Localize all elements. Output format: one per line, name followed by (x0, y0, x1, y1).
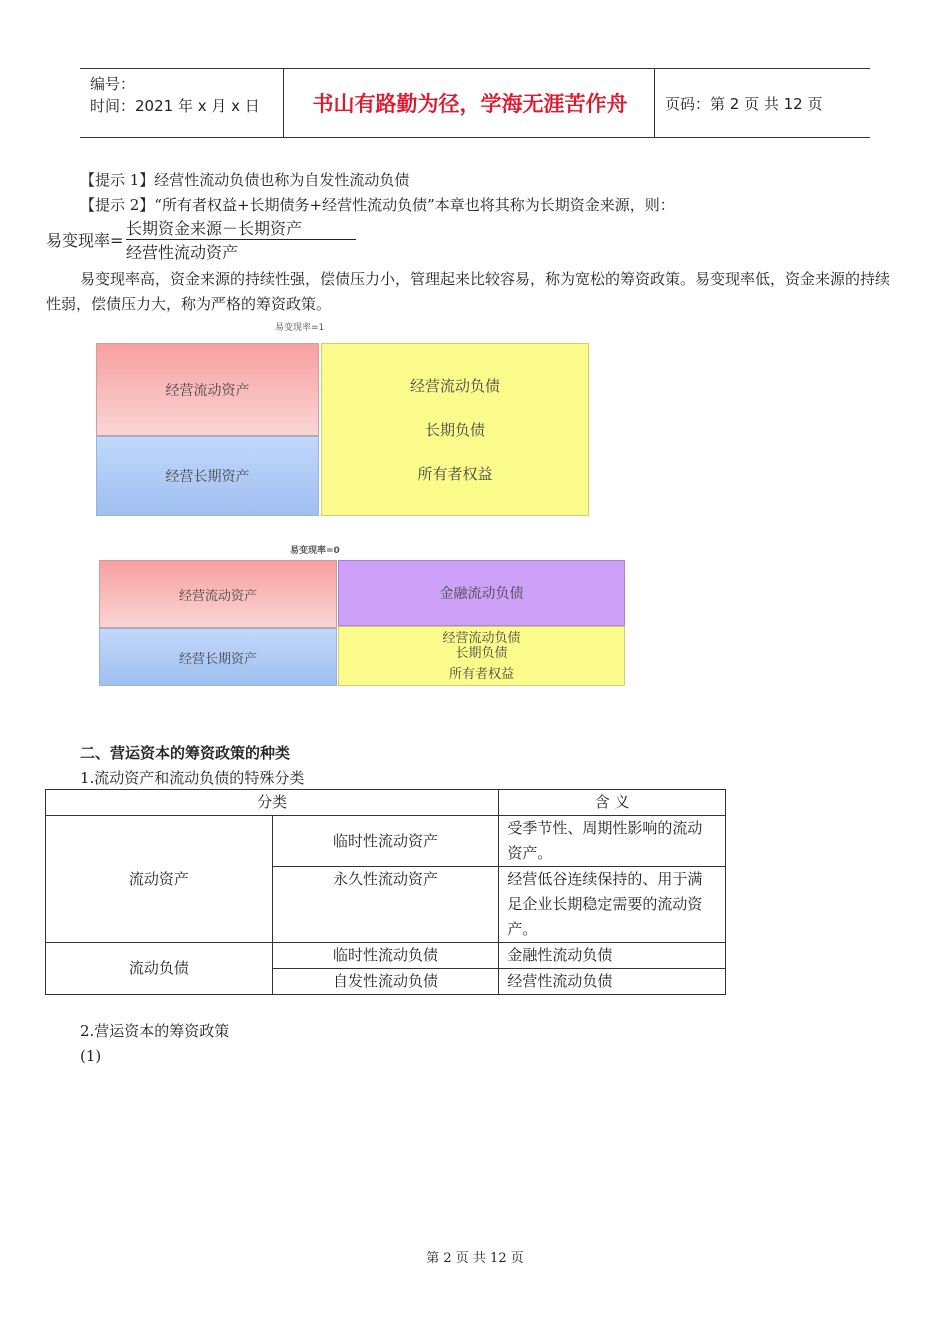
diagram-2-caption: 易变现率=0 (290, 546, 340, 556)
diagram-1-left-bottom (96, 436, 319, 516)
hint-2: 【提示 2】“所有者权益+长期债务+经营性流动负债”本章也将其称为长期资金来源，则： (80, 196, 675, 214)
section-heading: 二、营运资本的筹资政策的种类 (80, 744, 291, 762)
table-row (46, 943, 726, 969)
diagram-2-left-bottom (99, 628, 337, 686)
classification-table (45, 789, 726, 995)
table-row (46, 816, 726, 867)
page-header (80, 68, 870, 138)
cell-label: 金融流动负债 (439, 586, 524, 602)
table-cell-type: 永久性流动资产 (272, 867, 499, 943)
table-header-meaning: 含 义 (499, 790, 726, 816)
cell-label: 经营流动负债 (409, 376, 500, 395)
table-group-current-liabilities: 流动负债 (46, 943, 273, 995)
cell-label: 经营长期资产 (178, 651, 257, 667)
cell-label: 所有者权益 (448, 666, 514, 682)
hint-1: 【提示 1】经营性流动负债也称为自发性流动负债 (80, 171, 410, 189)
table-cell-meaning: 经营低谷连续保持的、用于满足企业长期稳定需要的流动资产。 (499, 867, 726, 943)
time-label: 时间：2021 年 x 月 x 日 (90, 97, 260, 115)
table-cell-meaning: 受季节性、周期性影响的流动资产。 (499, 816, 726, 867)
cell-label: 经营流动负债 (442, 630, 521, 646)
diagram-1 (96, 343, 590, 517)
diagram-2-left-top (99, 560, 337, 628)
table-cell-type: 临时性流动资产 (272, 816, 499, 867)
table-header-category: 分类 (46, 790, 499, 816)
diagram-2-right-bottom (338, 626, 625, 686)
cell-label: 长期负债 (424, 420, 485, 439)
header-meta (90, 73, 260, 117)
formula (46, 216, 336, 264)
header-motto: 书山有路勤为径，学海无涯苦作舟 (312, 92, 628, 116)
diagram-1-caption: 易变现率=1 (275, 323, 325, 333)
diagram-2-right-top (338, 560, 625, 626)
table-header-row (46, 790, 726, 816)
header-page-info: 页码：第 2 页 共 12 页 (665, 94, 823, 113)
diagram-1-right (321, 343, 589, 516)
header-divider (283, 69, 284, 137)
cell-label: 长期负债 (455, 645, 508, 661)
cell-label: 经营流动资产 (178, 588, 257, 604)
subsection-2-heading: 2.营运资本的筹资政策 (80, 1022, 230, 1040)
formula-numerator: 长期资金来源－长期资产 (126, 219, 303, 238)
explanation-paragraph: 易变现率高，资金来源的持续性强，偿债压力小，管理起来比较容易，称为宽松的筹资政策。易变现率低，资金来源的持续性弱，偿债压力大，称为严格的筹资政策。 (46, 270, 891, 313)
page-footer: 第 2 页 共 12 页 (426, 1251, 524, 1266)
cell-label: 所有者权益 (417, 464, 493, 483)
formula-denominator: 经营性流动资产 (126, 243, 239, 262)
table-cell-meaning: 金融性流动负债 (499, 943, 726, 969)
subsection-2-item: (1) (80, 1047, 102, 1065)
formula-lhs: 易变现率= (46, 231, 124, 250)
cell-label: 经营长期资产 (165, 469, 250, 485)
cell-label: 经营流动资产 (165, 382, 250, 399)
diagram-1-left-top (96, 343, 319, 436)
table-group-current-assets: 流动资产 (46, 816, 273, 943)
subsection-1-heading: 1.流动资产和流动负债的特殊分类 (80, 769, 305, 787)
table-cell-type: 临时性流动负债 (272, 943, 499, 969)
number-label: 编号： (90, 75, 136, 93)
diagram-2 (99, 560, 626, 687)
table-cell-type: 自发性流动负债 (272, 969, 499, 995)
table-cell-meaning: 经营性流动负债 (499, 969, 726, 995)
